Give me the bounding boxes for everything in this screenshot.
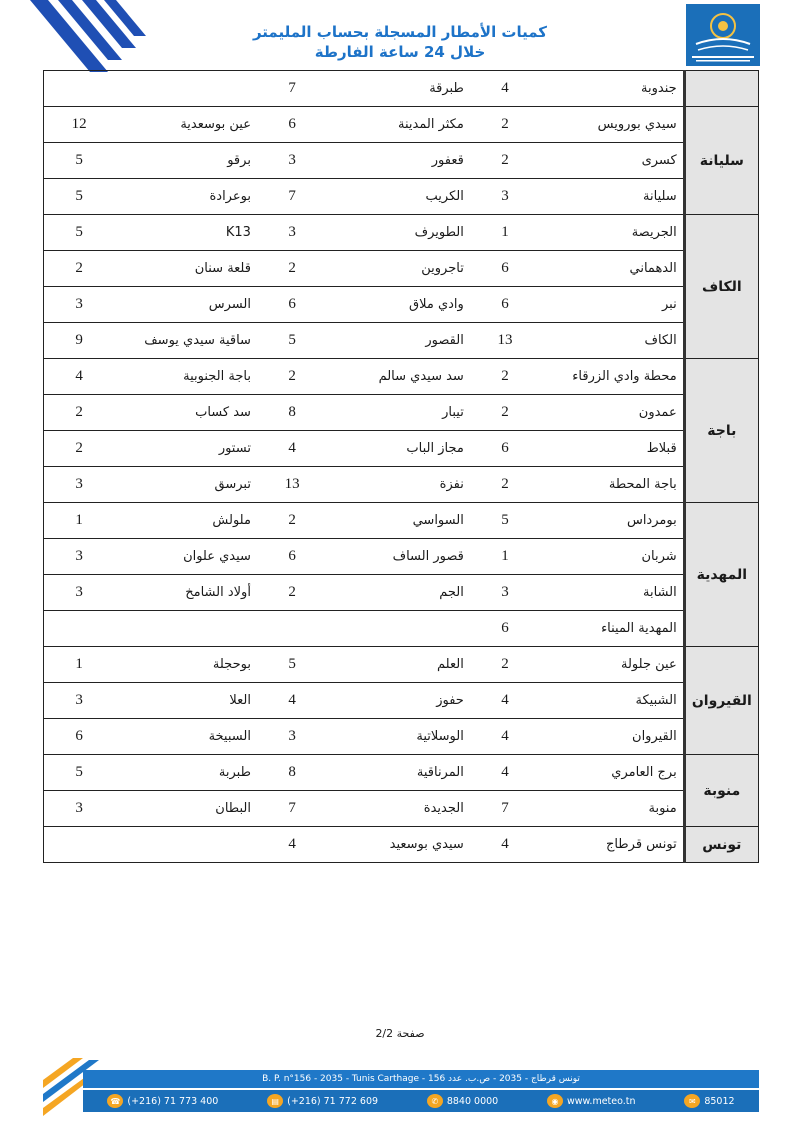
station-name: برج العامري bbox=[540, 755, 684, 791]
station-name: مجاز الباب bbox=[327, 431, 470, 467]
rainfall-value: 5 bbox=[44, 215, 115, 251]
table-row bbox=[44, 287, 759, 323]
governorate-cell bbox=[684, 71, 758, 107]
station-name: أولاد الشامخ bbox=[114, 575, 257, 611]
station-name: بومرداس bbox=[540, 503, 684, 539]
table-row bbox=[44, 143, 759, 179]
rainfall-value: 4 bbox=[257, 431, 327, 467]
station-name: نبر bbox=[540, 287, 684, 323]
table-row bbox=[44, 503, 759, 539]
rainfall-value: 4 bbox=[470, 683, 540, 719]
station-name: الجم bbox=[327, 575, 470, 611]
page-number: صفحة 2/2 bbox=[375, 1027, 425, 1040]
governorate-cell: منوبة bbox=[684, 755, 758, 827]
station-name bbox=[114, 71, 257, 107]
sms-icon: ✉ bbox=[684, 1094, 700, 1108]
station-name: الكاف bbox=[540, 323, 684, 359]
rainfall-value: 6 bbox=[44, 719, 115, 755]
rainfall-value: 4 bbox=[257, 683, 327, 719]
rainfall-value: 5 bbox=[44, 143, 115, 179]
station-name: تستور bbox=[114, 431, 257, 467]
fax-icon: ▤ bbox=[267, 1094, 283, 1108]
rainfall-value: 6 bbox=[257, 539, 327, 575]
station-name: باجة المحطة bbox=[540, 467, 684, 503]
rainfall-value: 3 bbox=[257, 719, 327, 755]
station-name: باجة الجنوبية bbox=[114, 359, 257, 395]
rainfall-value: 3 bbox=[257, 215, 327, 251]
station-name: المرناقية bbox=[327, 755, 470, 791]
governorate-cell: تونس bbox=[684, 827, 758, 863]
rainfall-value: 2 bbox=[257, 575, 327, 611]
station-name: طبرقة bbox=[327, 71, 470, 107]
rainfall-value: 2 bbox=[470, 395, 540, 431]
station-name: الوسلاتية bbox=[327, 719, 470, 755]
station-name: قصور الساف bbox=[327, 539, 470, 575]
station-name: الطويرف bbox=[327, 215, 470, 251]
rainfall-value: 2 bbox=[470, 647, 540, 683]
station-name: كسرى bbox=[540, 143, 684, 179]
station-name: شربان bbox=[540, 539, 684, 575]
rainfall-value: 2 bbox=[44, 431, 115, 467]
rainfall-value: 3 bbox=[470, 575, 540, 611]
rainfall-table bbox=[43, 70, 759, 863]
station-name: برقو bbox=[114, 143, 257, 179]
rainfall-value: 7 bbox=[470, 791, 540, 827]
governorate-cell: المهدية bbox=[684, 503, 758, 647]
rainfall-value: 4 bbox=[470, 719, 540, 755]
table-row bbox=[44, 791, 759, 827]
station-name: بوحجلة bbox=[114, 647, 257, 683]
governorate-cell: القيروان bbox=[684, 647, 758, 755]
rainfall-value: 2 bbox=[470, 467, 540, 503]
rainfall-value: 5 bbox=[257, 323, 327, 359]
table-row bbox=[44, 647, 759, 683]
station-name: الجريصة bbox=[540, 215, 684, 251]
rainfall-value: 7 bbox=[257, 179, 327, 215]
station-name: الدهماني bbox=[540, 251, 684, 287]
station-name: محطة وادي الزرقاء bbox=[540, 359, 684, 395]
table-row bbox=[44, 215, 759, 251]
institute-logo bbox=[686, 4, 760, 66]
rainfall-value: 3 bbox=[44, 791, 115, 827]
station-name bbox=[114, 611, 257, 647]
station-name: سيدي علوان bbox=[114, 539, 257, 575]
rainfall-value: 7 bbox=[257, 71, 327, 107]
station-name: قبلاط bbox=[540, 431, 684, 467]
station-name: السرس bbox=[114, 287, 257, 323]
station-name: القيروان bbox=[540, 719, 684, 755]
station-name: تاجروين bbox=[327, 251, 470, 287]
station-name: نفزة bbox=[327, 467, 470, 503]
rainfall-value: 2 bbox=[470, 359, 540, 395]
station-name: سيدي بوسعيد bbox=[327, 827, 470, 863]
station-name: عمدون bbox=[540, 395, 684, 431]
rainfall-value: 3 bbox=[44, 287, 115, 323]
decorative-stripes bbox=[0, 0, 170, 80]
table-row bbox=[44, 611, 759, 647]
table-row bbox=[44, 575, 759, 611]
station-name: عين جلولة bbox=[540, 647, 684, 683]
contact-footer bbox=[43, 1050, 759, 1116]
rainfall-value: 5 bbox=[470, 503, 540, 539]
rainfall-value: 6 bbox=[470, 611, 540, 647]
green-number-icon: ✆ bbox=[427, 1094, 443, 1108]
station-name bbox=[114, 827, 257, 863]
governorate-cell: باجة bbox=[684, 359, 758, 503]
footer-contacts bbox=[83, 1090, 759, 1112]
rainfall-value bbox=[257, 611, 327, 647]
station-name: سيدي بورويس bbox=[540, 107, 684, 143]
station-name: السواسي bbox=[327, 503, 470, 539]
station-name: منوبة bbox=[540, 791, 684, 827]
rainfall-value: 1 bbox=[470, 539, 540, 575]
station-name: سد كساب bbox=[114, 395, 257, 431]
sms-number: 85012 bbox=[704, 1095, 735, 1107]
rainfall-value: 2 bbox=[470, 107, 540, 143]
rainfall-value bbox=[44, 827, 115, 863]
table-row bbox=[44, 107, 759, 143]
rainfall-value: 2 bbox=[470, 143, 540, 179]
rainfall-value bbox=[44, 611, 115, 647]
rainfall-value: 6 bbox=[470, 251, 540, 287]
rainfall-value: 3 bbox=[44, 467, 115, 503]
station-name bbox=[327, 611, 470, 647]
rainfall-value: 8 bbox=[257, 755, 327, 791]
rainfall-value: 6 bbox=[470, 431, 540, 467]
footer-address: B. P. n°156 - 2035 - Tunis Carthage - تونس قرطاج - 2035 - ص.ب. عدد 156 bbox=[83, 1070, 759, 1088]
station-name: حفوز bbox=[327, 683, 470, 719]
rainfall-value: 2 bbox=[257, 503, 327, 539]
station-name: مكثر المدينة bbox=[327, 107, 470, 143]
station-name: ملولش bbox=[114, 503, 257, 539]
station-name: العلا bbox=[114, 683, 257, 719]
station-name: المهدية الميناء bbox=[540, 611, 684, 647]
rainfall-value: 5 bbox=[257, 647, 327, 683]
station-name: ساقية سيدي يوسف bbox=[114, 323, 257, 359]
rainfall-value bbox=[44, 71, 115, 107]
rainfall-value: 9 bbox=[44, 323, 115, 359]
station-name: تبرسق bbox=[114, 467, 257, 503]
rainfall-value: 3 bbox=[44, 539, 115, 575]
station-name: سليانة bbox=[540, 179, 684, 215]
station-name: قلعة سنان bbox=[114, 251, 257, 287]
table-row bbox=[44, 431, 759, 467]
station-name: طبربة bbox=[114, 755, 257, 791]
station-name: K13 bbox=[114, 215, 257, 251]
rainfall-value: 6 bbox=[257, 107, 327, 143]
title-line-1: كميات الأمطار المسجلة بحساب المليمتر bbox=[252, 23, 548, 41]
rainfall-value: 5 bbox=[44, 179, 115, 215]
rainfall-value: 7 bbox=[257, 791, 327, 827]
station-name: سد سيدي سالم bbox=[327, 359, 470, 395]
station-name: الشبيكة bbox=[540, 683, 684, 719]
rainfall-value: 2 bbox=[44, 395, 115, 431]
table-row bbox=[44, 395, 759, 431]
table-row bbox=[44, 755, 759, 791]
rainfall-value: 4 bbox=[470, 71, 540, 107]
rainfall-value: 4 bbox=[470, 755, 540, 791]
table-row bbox=[44, 359, 759, 395]
phone-icon: ☎ bbox=[107, 1094, 123, 1108]
station-name: البطان bbox=[114, 791, 257, 827]
web-icon: ◉ bbox=[547, 1094, 563, 1108]
green-number: 8840 0000 bbox=[446, 1095, 499, 1107]
website-link[interactable]: www.meteo.tn bbox=[567, 1095, 636, 1107]
rainfall-value: 2 bbox=[44, 251, 115, 287]
rainfall-value: 13 bbox=[257, 467, 327, 503]
table-row bbox=[44, 683, 759, 719]
rainfall-value: 4 bbox=[470, 827, 540, 863]
station-name: وادي ملاق bbox=[327, 287, 470, 323]
rainfall-value: 4 bbox=[44, 359, 115, 395]
station-name: الشابة bbox=[540, 575, 684, 611]
rainfall-value: 5 bbox=[44, 755, 115, 791]
station-name: القصور bbox=[327, 323, 470, 359]
rainfall-value: 3 bbox=[470, 179, 540, 215]
rainfall-value: 13 bbox=[470, 323, 540, 359]
table-row bbox=[44, 467, 759, 503]
rainfall-value: 8 bbox=[257, 395, 327, 431]
governorate-cell: الكاف bbox=[684, 215, 758, 359]
rainfall-value: 1 bbox=[44, 503, 115, 539]
rainfall-value: 3 bbox=[44, 683, 115, 719]
title-line-2: خلال 24 ساعة الفارطة bbox=[314, 43, 486, 61]
rainfall-value: 3 bbox=[44, 575, 115, 611]
rainfall-value: 1 bbox=[470, 215, 540, 251]
table-row bbox=[44, 539, 759, 575]
rainfall-value: 1 bbox=[44, 647, 115, 683]
station-name: جندوبة bbox=[540, 71, 684, 107]
station-name: بوعرادة bbox=[114, 179, 257, 215]
station-name: الكريب bbox=[327, 179, 470, 215]
rainfall-value: 12 bbox=[44, 107, 115, 143]
table-row bbox=[44, 323, 759, 359]
station-name: العلم bbox=[327, 647, 470, 683]
rainfall-value: 6 bbox=[257, 287, 327, 323]
phone-number: (+216) 71 773 400 bbox=[127, 1095, 219, 1107]
table-row bbox=[44, 179, 759, 215]
governorate-cell: سليانة bbox=[684, 107, 758, 215]
station-name: تونس قرطاج bbox=[540, 827, 684, 863]
rainfall-value: 4 bbox=[257, 827, 327, 863]
fax-number: (+216) 71 772 609 bbox=[287, 1095, 379, 1107]
page-title bbox=[200, 22, 600, 62]
station-name: تيبار bbox=[327, 395, 470, 431]
table-row bbox=[44, 71, 759, 107]
rainfall-value: 2 bbox=[257, 359, 327, 395]
station-name: عين بوسعدية bbox=[114, 107, 257, 143]
rainfall-value: 2 bbox=[257, 251, 327, 287]
station-name: قعفور bbox=[327, 143, 470, 179]
station-name: السبيخة bbox=[114, 719, 257, 755]
table-row bbox=[44, 827, 759, 863]
table-row bbox=[44, 719, 759, 755]
rainfall-value: 3 bbox=[257, 143, 327, 179]
rainfall-value: 6 bbox=[470, 287, 540, 323]
station-name: الجديدة bbox=[327, 791, 470, 827]
table-row bbox=[44, 251, 759, 287]
